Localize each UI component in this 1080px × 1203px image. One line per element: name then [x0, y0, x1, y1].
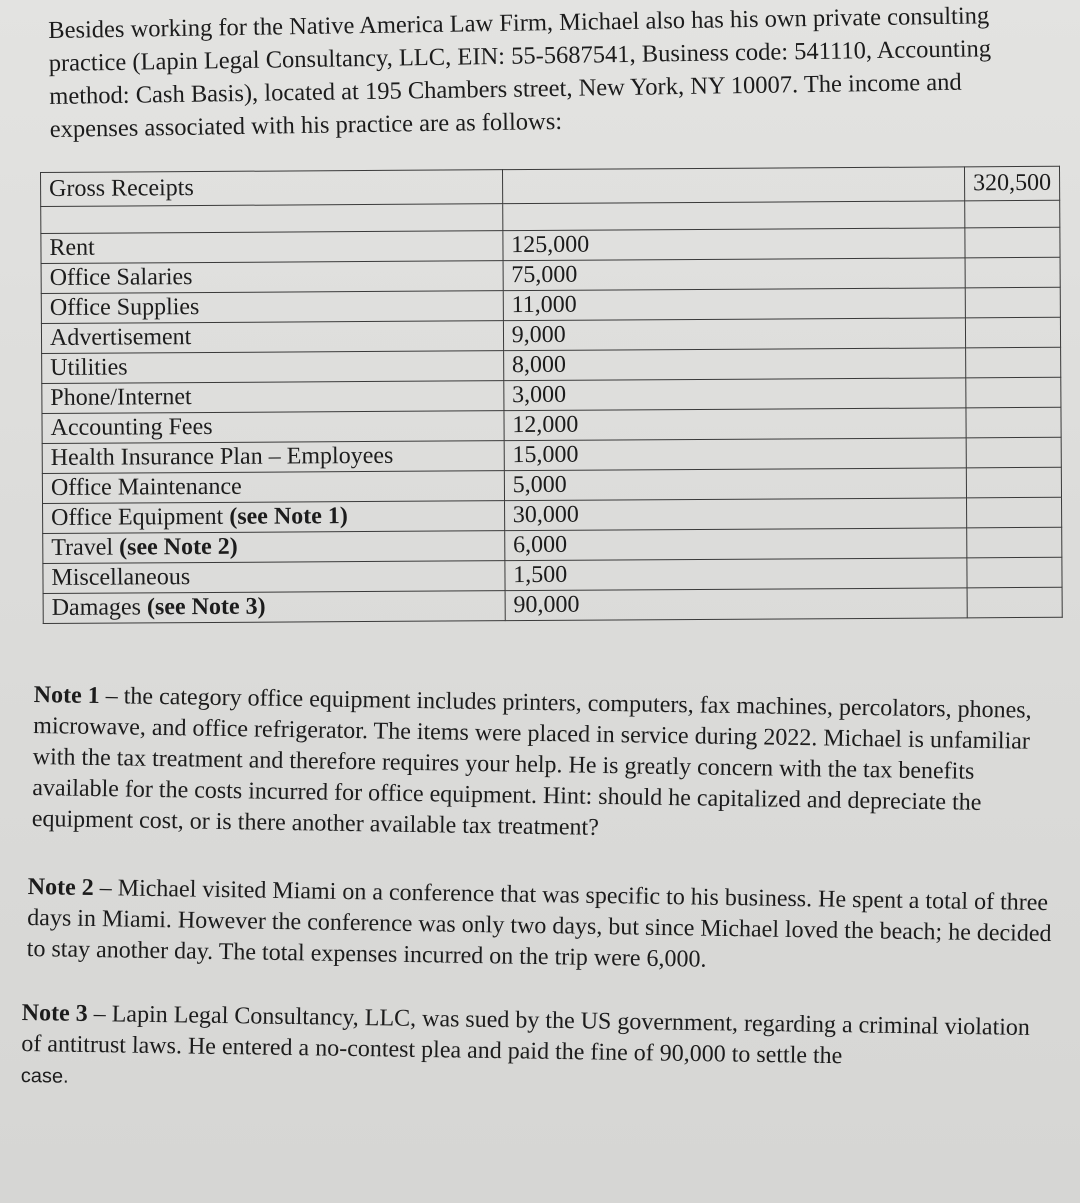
expense-value: 90,000	[505, 588, 967, 621]
note-2-paragraph	[27, 872, 1053, 981]
expense-label: Advertisement	[41, 321, 503, 354]
expense-value: 75,000	[503, 258, 965, 291]
expense-value: 3,000	[504, 378, 966, 411]
note-2-heading: Note 2	[27, 873, 94, 902]
expense-label: Office Supplies	[41, 291, 503, 324]
note-1-paragraph	[32, 680, 1059, 851]
note-1-heading: Note 1	[33, 681, 100, 710]
expense-label: Phone/Internet	[42, 381, 504, 414]
expense-label: Office Equipment (see Note 1)	[43, 501, 505, 534]
note-reference: (see Note 2)	[118, 533, 238, 561]
expense-label: Health Insurance Plan – Employees	[42, 441, 504, 474]
expense-label: Office Maintenance	[42, 471, 504, 504]
expense-value: 6,000	[504, 528, 966, 561]
gross-receipts-blank	[502, 167, 964, 204]
expense-value: 125,000	[503, 228, 965, 261]
intro-paragraph: Besides working for the Native America Law Firm, Michael also has his own private consulting practice (Lapin Legal Consultancy, LLC, EIN: 55-5687541, Business code: 541110, Accounting method: Cash Basis), located at 195 Chambers street, New York, NY 10007. The income and expenses associated with his practice are as follows:	[48, 2, 992, 143]
note-3-text: – Lapin Legal Consultancy, LLC, was sued by the US government, regarding a criminal violation of antitrust laws. He entered a no-contest plea and paid the fine of 90,000 to settle the	[21, 1000, 1031, 1070]
note-1-text: – the category office equipment includes printers, computers, fax machines, percolators, phones, microwave, and office refrigerator. The items were placed in service during 2022. Michael is unfamiliar with the tax treatment and therefore requires your help. He is greatly concern with the tax benefits available for the costs incurred for office equipment. Hint: should he capitalized and depreciate the equipment cost, or is there another available tax treatment?	[31, 683, 1032, 841]
expense-label: Miscellaneous	[43, 561, 505, 594]
note-reference: (see Note 3)	[146, 593, 266, 621]
expense-value: 8,000	[503, 348, 965, 381]
expense-label: Travel (see Note 2)	[43, 531, 505, 564]
expense-value: 11,000	[503, 288, 965, 321]
expense-row	[43, 587, 1062, 623]
expense-label: Accounting Fees	[42, 411, 504, 444]
expense-table	[40, 166, 1063, 624]
note-reference: (see Note 1)	[229, 503, 348, 530]
expense-label: Utilities	[42, 351, 504, 384]
note-3-tail: case.	[20, 1064, 69, 1088]
expense-value: 5,000	[504, 468, 966, 501]
expense-value: 15,000	[504, 438, 966, 471]
expense-label: Office Salaries	[41, 261, 503, 294]
expense-value: 1,500	[505, 558, 967, 591]
note-3-heading: Note 3	[21, 999, 88, 1027]
expense-label: Damages (see Note 3)	[43, 591, 505, 624]
expense-value: 9,000	[503, 318, 965, 351]
expense-value: 12,000	[504, 408, 966, 441]
gross-receipts-value: 320,500	[964, 166, 1059, 201]
note-3-paragraph	[21, 998, 1052, 1107]
expense-value: 30,000	[504, 498, 966, 531]
gross-receipts-label: Gross Receipts	[41, 170, 503, 207]
expense-label: Rent	[41, 231, 503, 264]
note-2-text: – Michael visited Miami on a conference that was specific to his business. He spent a total of three days in Miami. However the conference was only two days, but since Michael loved the beach; he decided to stay another day. The total expenses incurred on the trip were 6,000.	[26, 875, 1052, 973]
